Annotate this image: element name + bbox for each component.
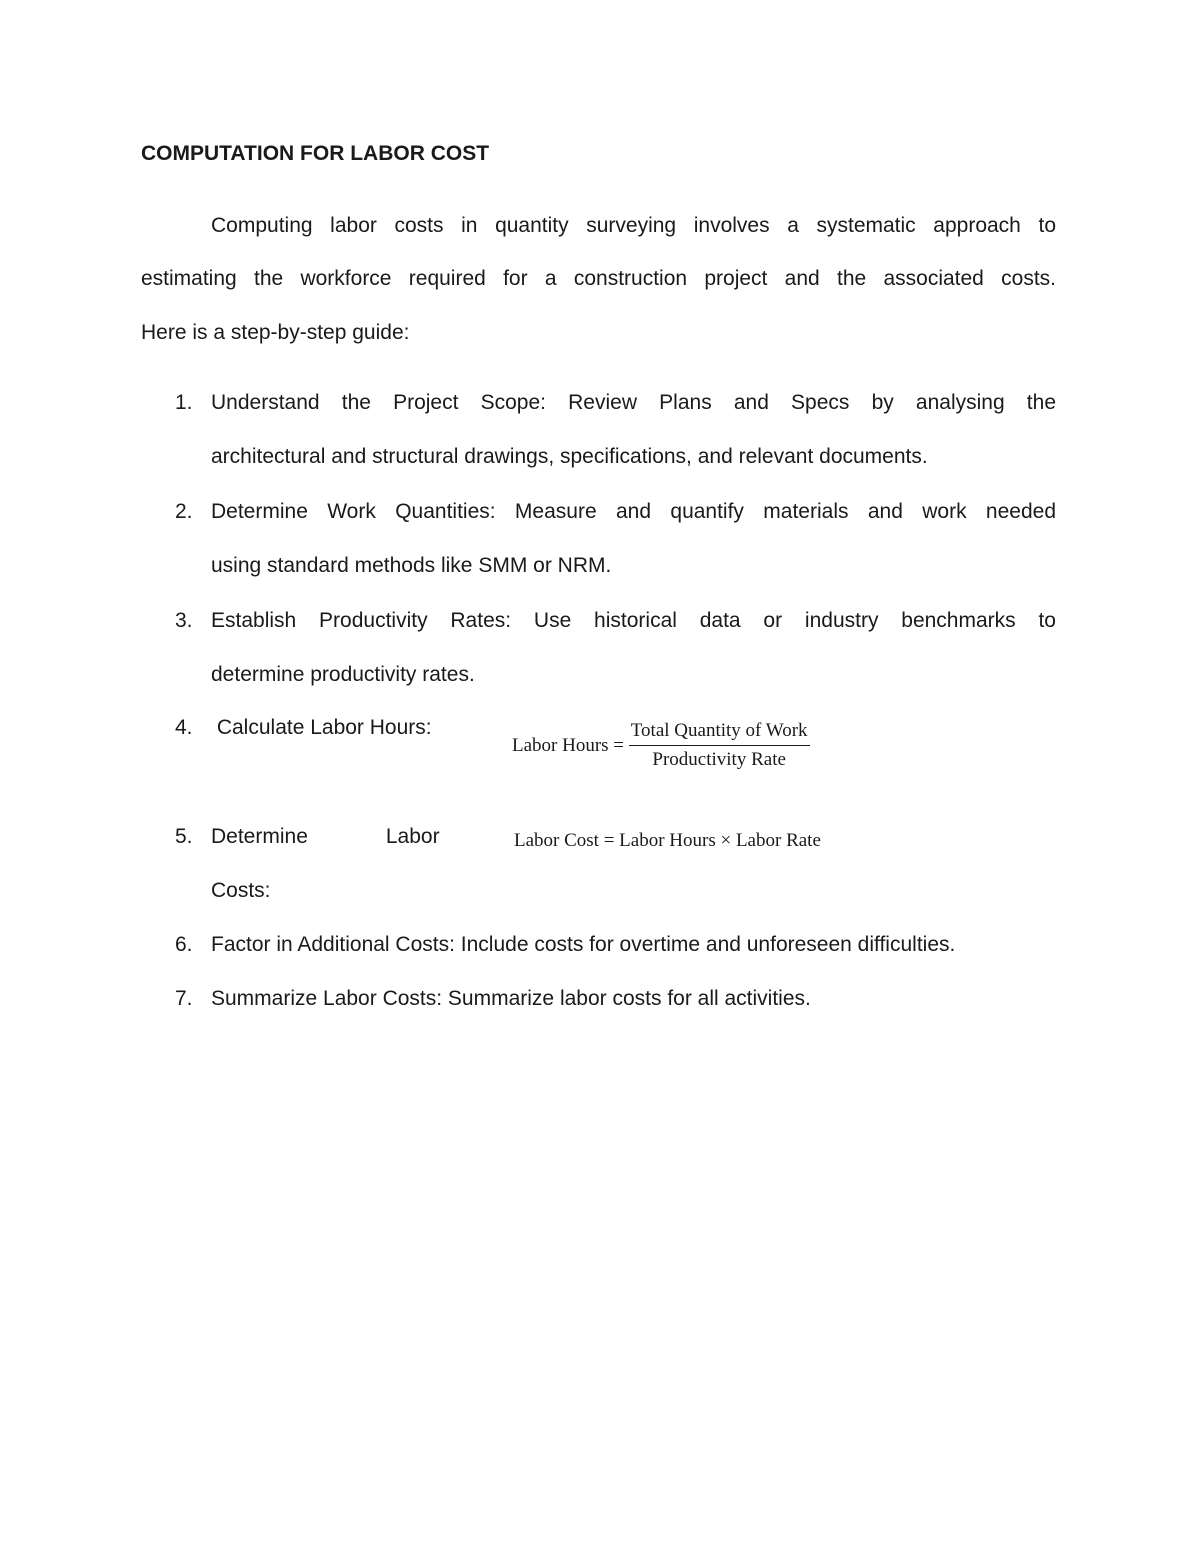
step-line-1: Factor in Additional Costs: Include costs for overtime and unforeseen difficulties.: [211, 933, 956, 956]
step-line-1: Determine Work Quantities: Measure and quantify materials and work needed: [211, 500, 1056, 523]
step-text: [211, 810, 1056, 918]
step-word-determine: Determine: [211, 825, 308, 848]
formula-denominator: Productivity Rate: [652, 749, 786, 770]
step-number: 5.: [175, 825, 193, 848]
step-line-2: determine productivity rates.: [211, 663, 475, 686]
step-line-2: using standard methods like SMM or NRM.: [211, 554, 612, 577]
step-number: 2.: [175, 500, 193, 523]
document-title: COMPUTATION FOR LABOR COST: [141, 142, 490, 165]
intro-line-2: estimating the workforce required for a construction project and the associated costs.: [141, 267, 1056, 290]
formula-lhs: Labor Hours =: [512, 734, 625, 756]
formula-fraction: [629, 719, 810, 772]
intro-line-3: Here is a step-by-step guide:: [141, 321, 410, 344]
step-text: [211, 485, 1056, 593]
step-number: 7.: [175, 987, 193, 1010]
step-text: [211, 594, 1056, 702]
formula-numerator: Total Quantity of Work: [629, 719, 810, 746]
step-line-1: Summarize Labor Costs: Summarize labor costs for all activities.: [211, 987, 811, 1010]
step-line-2: architectural and structural drawings, specifications, and relevant documents.: [211, 445, 928, 468]
labor-hours-formula: [512, 719, 810, 772]
step-text: [211, 376, 1056, 484]
step-number: 4.: [175, 716, 193, 739]
step-line-1: Understand the Project Scope: Review Plans and Specs by analysing the: [211, 391, 1056, 414]
intro-line-1: Computing labor costs in quantity surveying involves a systematic approach to: [211, 214, 1056, 237]
step-number: 3.: [175, 609, 193, 632]
step-line-1: Calculate Labor Hours:: [211, 716, 432, 739]
step-text: [211, 972, 1056, 1026]
step-line-2: Costs:: [211, 879, 271, 902]
step-number: 6.: [175, 933, 193, 956]
step-line-1: Establish Productivity Rates: Use historical data or industry benchmarks to: [211, 609, 1056, 632]
step-number: 1.: [175, 391, 193, 414]
labor-cost-formula: Labor Cost = Labor Hours × Labor Rate: [514, 830, 821, 851]
step-word-labor: Labor: [385, 825, 440, 848]
step-text: [211, 918, 1056, 972]
